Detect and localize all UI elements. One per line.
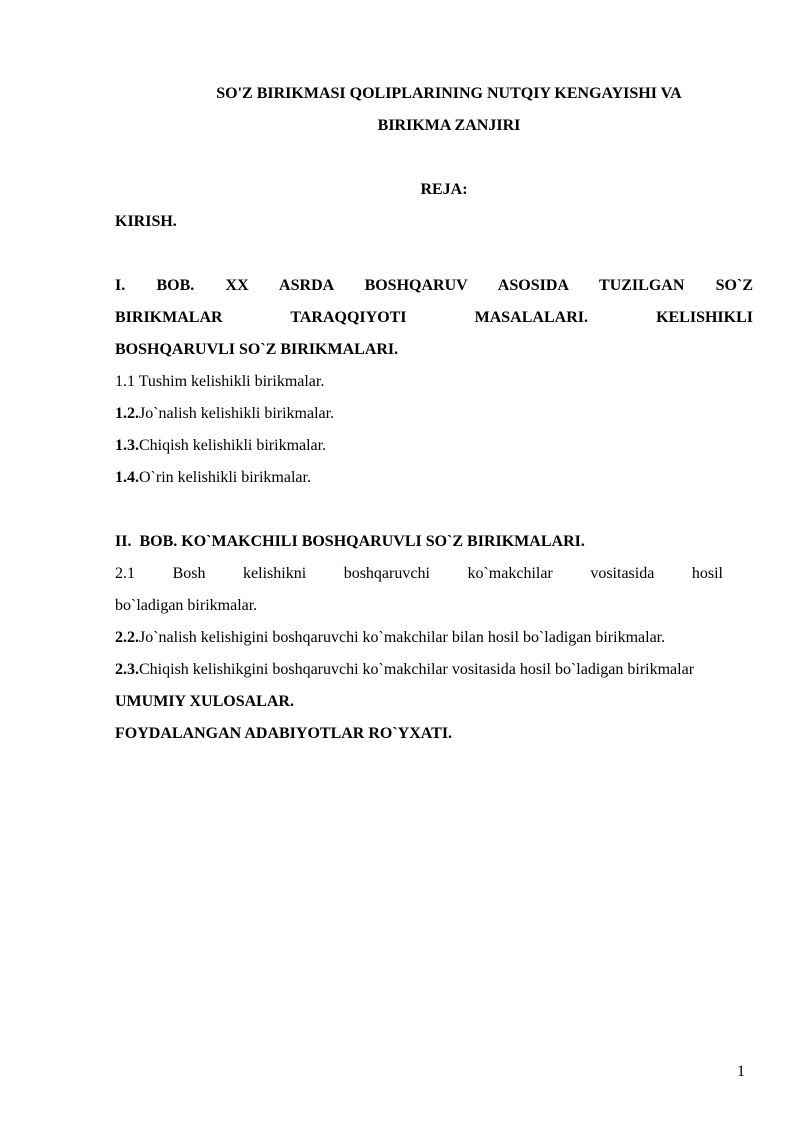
- item-number: 1.3.: [115, 437, 139, 454]
- list-item: [115, 430, 753, 462]
- document-page: [115, 78, 753, 750]
- item-number: 2.3.: [115, 661, 139, 678]
- references-heading: FOYDALANGAN ADABIYOTLAR RO`YXATI.: [115, 725, 453, 742]
- chapter-1-items: [115, 366, 753, 494]
- reja-heading: REJA:: [420, 181, 468, 198]
- page-number: 1: [737, 1063, 745, 1080]
- item-text: Jo`nalish kelishigini boshqaruvchi ko`makchilar bilan hosil bo`ladigan birikmalar.: [139, 629, 666, 646]
- document-title: [115, 78, 753, 142]
- spacer: [115, 494, 753, 526]
- intro-heading: KIRISH.: [115, 213, 177, 230]
- item-number: 1.1: [115, 373, 135, 390]
- list-item: [115, 398, 753, 430]
- list-item-line: bo`ladigan birikmalar.: [115, 597, 258, 614]
- chapter-1-heading: [115, 270, 753, 366]
- list-item: [115, 622, 753, 654]
- chapter-1-line-1: I. BOB. XX ASRDA BOSHQARUV ASOSIDA TUZILGAN SO`Z: [115, 277, 753, 294]
- list-item: [115, 366, 753, 398]
- item-number: 1.2.: [115, 405, 139, 422]
- list-item: [115, 654, 753, 686]
- spacer: [115, 142, 753, 174]
- title-line-2: BIRIKMA ZANJIRI: [377, 117, 521, 134]
- conclusion-heading: UMUMIY XULOSALAR.: [115, 693, 294, 710]
- item-text: Chiqish kelishikli birikmalar.: [139, 437, 327, 454]
- chapter-1-line-3: BOSHQARUVLI SO`Z BIRIKMALARI.: [115, 341, 399, 358]
- list-item: [115, 462, 753, 494]
- chapter-2-heading: II. BOB. KO`MAKCHILI BOSHQARUVLI SO`Z BIRIKMALARI.: [115, 533, 585, 550]
- item-text: Chiqish kelishikgini boshqaruvchi ko`makchilar vositasida hosil bo`ladigan birikmalar: [139, 661, 695, 678]
- title-line-1: SO'Z BIRIKMASI QOLIPLARINING NUTQIY KENGAYISHI VA: [216, 85, 682, 102]
- list-item-line: 2.1 Bosh kelishikni boshqaruvchi ko`makchilar vositasida hosil: [115, 565, 723, 582]
- spacer: [115, 238, 753, 270]
- chapter-1-line-2: BIRIKMALAR TARAQQIYOTI MASALALARI. KELISHIKLI: [115, 309, 753, 326]
- chapter-2-items: [115, 558, 753, 686]
- item-number: 1.4.: [115, 469, 139, 486]
- item-text: Tushim kelishikli birikmalar.: [135, 373, 325, 390]
- item-number: 2.2.: [115, 629, 139, 646]
- item-text: Jo`nalish kelishikli birikmalar.: [139, 405, 335, 422]
- item-text: O`rin kelishikli birikmalar.: [139, 469, 311, 486]
